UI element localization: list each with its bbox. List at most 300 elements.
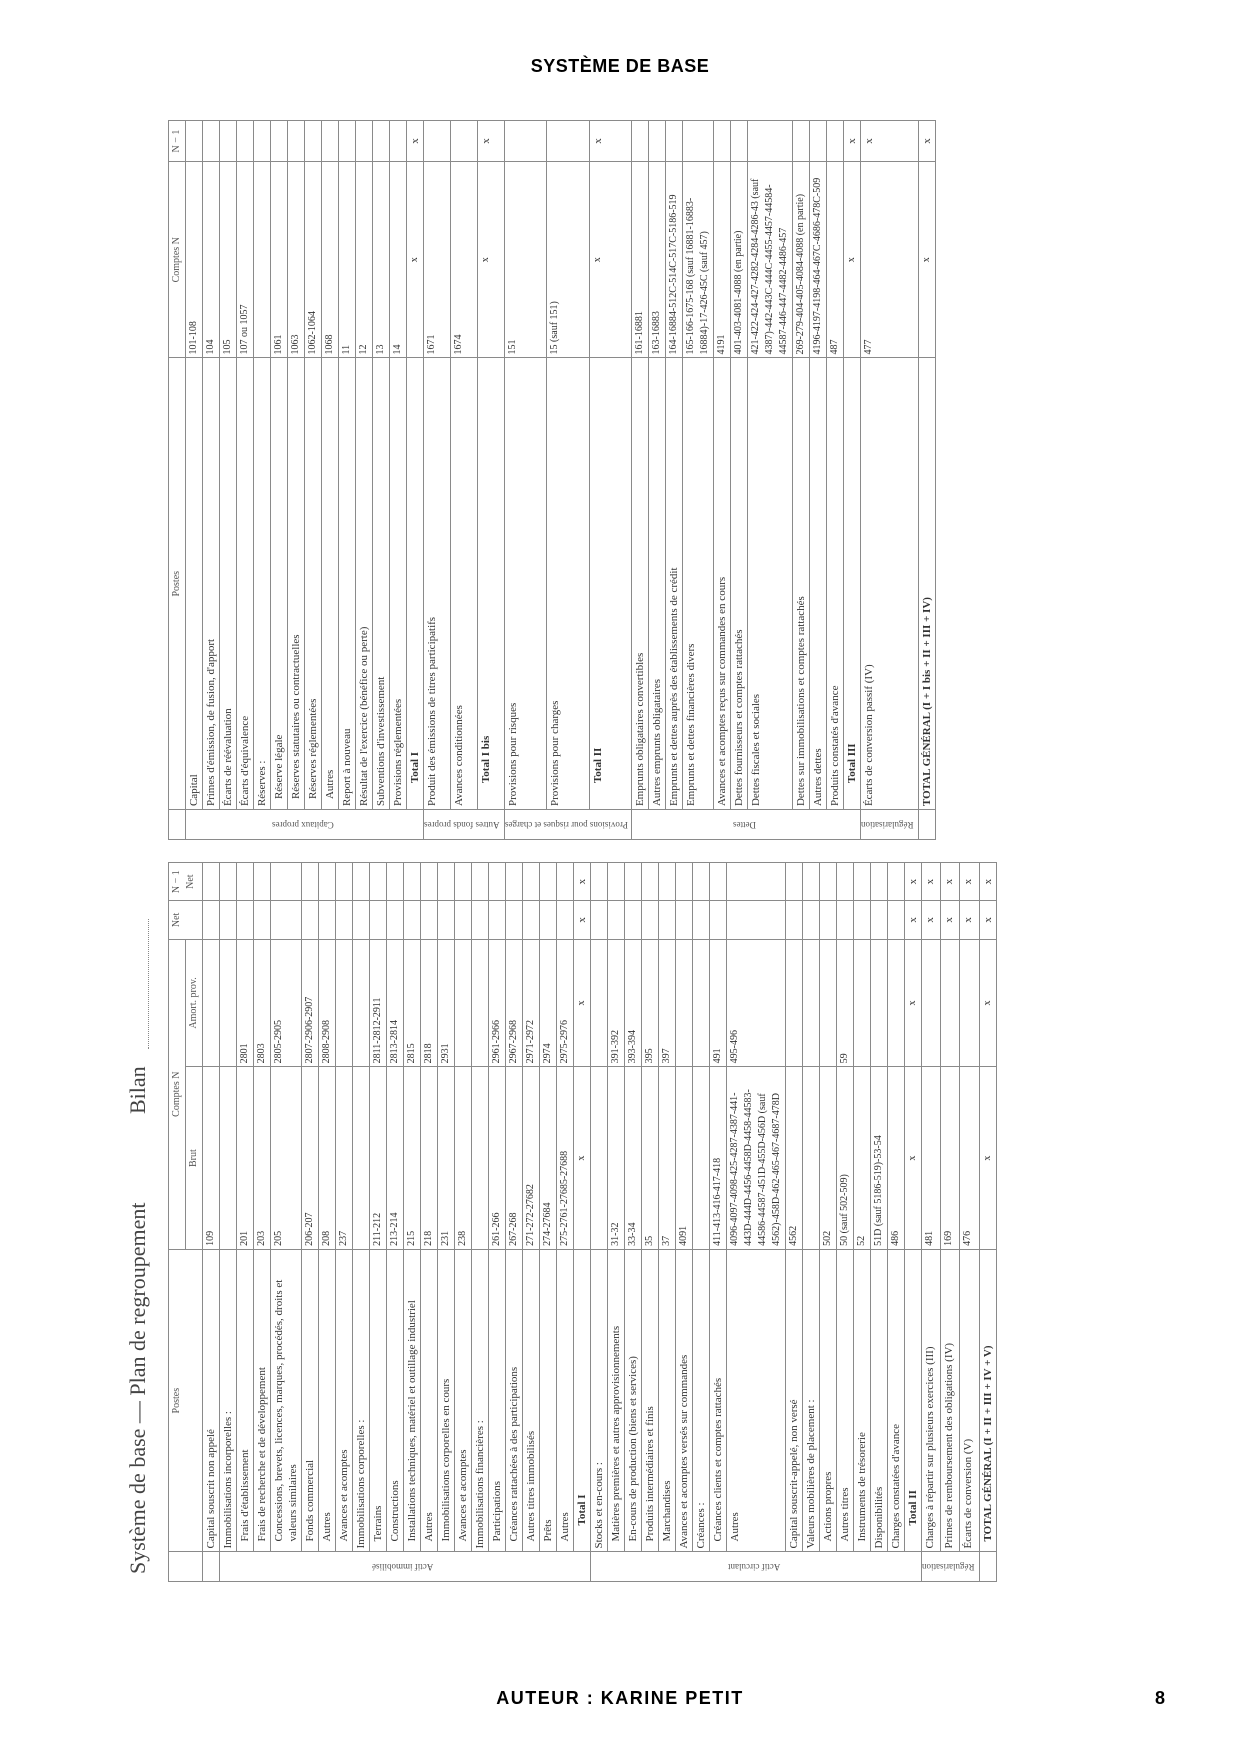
passif-poste-cell: Produit des émissions de titres participatifs	[424, 358, 451, 810]
passif-table	[168, 120, 936, 840]
actif-n1-cell: x	[905, 863, 922, 901]
actif-row	[642, 863, 659, 1582]
actif-brut-cell: 274-27684	[540, 1067, 557, 1249]
page-number: 8	[1155, 1688, 1166, 1708]
actif-amort-cell: 2801	[237, 939, 254, 1067]
actif-row	[540, 863, 557, 1582]
passif-comptes-cell: 487	[827, 162, 844, 358]
passif-n1-cell	[810, 121, 827, 162]
actif-net-cell	[271, 901, 302, 939]
passif-row	[271, 121, 288, 840]
actif-brut-cell: 51D (sauf 5186-519)-53-54	[871, 1067, 888, 1249]
actif-brut-cell: x	[574, 1067, 591, 1249]
passif-n1-cell	[827, 121, 844, 162]
passif-category-cell	[861, 810, 919, 840]
passif-row	[356, 121, 373, 840]
actif-net-cell	[203, 901, 220, 939]
passif-n1-cell	[356, 121, 373, 162]
actif-row	[557, 863, 574, 1582]
actif-brut-cell: 208	[319, 1067, 336, 1249]
actif-category-label: Régularisation	[922, 1561, 975, 1572]
actif-brut-cell: 218	[421, 1067, 438, 1249]
actif-net-cell	[472, 901, 489, 939]
passif-poste-cell: Provisions réglementées	[390, 358, 407, 810]
actif-row	[523, 863, 540, 1582]
actif-poste-cell: Capital souscrit non appelé	[203, 1249, 220, 1552]
actif-brut-cell	[472, 1067, 489, 1249]
page-header: SYSTÈME DE BASE	[530, 56, 710, 76]
passif-category-cell	[186, 810, 424, 840]
actif-poste-cell: Immobilisations financières :	[472, 1249, 489, 1552]
passif-comptes-cell: x	[844, 162, 861, 358]
actif-row	[506, 863, 523, 1582]
actif-poste-cell: Autres	[319, 1249, 336, 1552]
actif-row	[820, 863, 837, 1582]
actif-row	[271, 863, 302, 1582]
actif-poste-cell: Capital souscrit-appelé, non versé	[786, 1249, 803, 1552]
passif-poste-cell: Report à nouveau	[339, 358, 356, 810]
actif-poste-cell: Produits intermédiaires et finis	[642, 1249, 659, 1552]
actif-amort-cell: 2805-2905	[271, 939, 302, 1067]
actif-net-cell	[676, 901, 693, 939]
actif-n1-cell	[693, 863, 710, 901]
actif-brut-cell: 231	[438, 1067, 455, 1249]
actif-amort-cell: 59	[837, 939, 854, 1067]
passif-comptes-cell: 164-16884-512C-514C-517C-5186-519	[666, 162, 683, 358]
actif-amort-cell: 2815	[404, 939, 421, 1067]
actif-net-cell	[803, 901, 820, 939]
passif-n1-cell	[632, 121, 649, 162]
passif-comptes-header: Comptes N	[169, 162, 186, 358]
passif-category-label: Capitaux propres	[271, 819, 334, 830]
actif-poste-cell: Terrains	[370, 1249, 387, 1552]
actif-net-cell	[421, 901, 438, 939]
actif-amort-cell	[803, 939, 820, 1067]
actif-net-cell: x	[905, 901, 922, 939]
actif-amort-cell	[960, 939, 979, 1067]
actif-n1-cell: x	[941, 863, 960, 901]
actif-n1-cell	[353, 863, 370, 901]
actif-poste-cell: Frais d'établissement	[237, 1249, 254, 1552]
actif-net-cell	[455, 901, 472, 939]
actif-category-cell	[922, 1552, 980, 1582]
passif-header-row	[169, 121, 186, 840]
actif-n1-cell	[203, 863, 220, 901]
actif-amort-cell: 2818	[421, 939, 438, 1067]
passif-comptes-cell: 15 (sauf 151)	[547, 162, 590, 358]
actif-net-cell	[820, 901, 837, 939]
actif-brut-cell	[693, 1067, 710, 1249]
page-footer-author: AUTEUR : KARINE PETIT	[496, 1688, 744, 1708]
passif-n1-cell	[504, 121, 547, 162]
actif-n1-cell	[472, 863, 489, 901]
actif-n1-cell	[404, 863, 421, 901]
actif-poste-cell: Créances clients et comptes rattachés	[710, 1249, 727, 1552]
passif-comptes-cell: x	[477, 162, 504, 358]
actif-brut-cell	[220, 1067, 237, 1249]
actif-amort-cell: 2974	[540, 939, 557, 1067]
actif-net-cell	[523, 901, 540, 939]
actif-amort-cell: x	[905, 939, 922, 1067]
actif-amort-cell	[820, 939, 837, 1067]
passif-row	[748, 121, 793, 840]
actif-net-cell	[710, 901, 727, 939]
actif-row	[905, 863, 922, 1582]
actif-brut-cell: 33-34	[625, 1067, 642, 1249]
actif-row	[659, 863, 676, 1582]
passif-row	[504, 121, 547, 840]
actif-row	[693, 863, 710, 1582]
passif-row	[844, 121, 861, 840]
actif-brut-cell: 213-214	[387, 1067, 404, 1249]
actif-poste-cell: Créances :	[693, 1249, 710, 1552]
passif-poste-cell: Total I bis	[477, 358, 504, 810]
actif-amort-cell: 395	[642, 939, 659, 1067]
passif-row	[547, 121, 590, 840]
passif-poste-cell: Écarts d'équivalence	[237, 358, 254, 810]
actif-poste-cell: TOTAL GÉNÉRAL (I + II + III + IV + V)	[979, 1249, 996, 1552]
passif-row	[288, 121, 305, 840]
actif-n1-cell	[336, 863, 353, 901]
passif-comptes-cell: 107 ou 1057	[237, 162, 254, 358]
actif-row	[254, 863, 271, 1582]
actif-brut-cell: 271-272-27682	[523, 1067, 540, 1249]
passif-comptes-cell: 1671	[424, 162, 451, 358]
passif-comptes-cell: 104	[203, 162, 220, 358]
passif-comptes-cell: 421-422-424-427-4282-4284-4286-43 (sauf 4387)-442-443C-444C-4455-4457-44584-44587-446-447-4482-4486-457	[748, 162, 793, 358]
actif-row	[472, 863, 489, 1582]
passif-comptes-cell: 161-16881	[632, 162, 649, 358]
passif-n1-cell	[254, 121, 271, 162]
actif-row	[941, 863, 960, 1582]
passif-category-cell	[632, 810, 861, 840]
actif-row	[854, 863, 871, 1582]
actif-n1-cell	[854, 863, 871, 901]
actif-n1-cell	[540, 863, 557, 901]
actif-brut-cell: 261-266	[489, 1067, 506, 1249]
passif-row	[203, 121, 220, 840]
actif-amort-cell	[854, 939, 871, 1067]
actif-brut-cell: 267-268	[506, 1067, 523, 1249]
actif-amort-cell	[455, 939, 472, 1067]
actif-amort-cell: 393-394	[625, 939, 642, 1067]
passif-poste-cell: Écarts de conversion passif (IV)	[861, 358, 919, 810]
passif-comptes-cell: 1061	[271, 162, 288, 358]
actif-row	[574, 863, 591, 1582]
actif-n1-cell	[786, 863, 803, 901]
passif-n1-cell	[683, 121, 714, 162]
actif-body	[203, 863, 997, 1582]
actif-net-cell: x	[960, 901, 979, 939]
actif-net-cell	[727, 901, 786, 939]
actif-amort-cell	[888, 939, 905, 1067]
passif-n1-cell: x	[589, 121, 632, 162]
actif-amort-cell	[676, 939, 693, 1067]
actif-row	[302, 863, 319, 1582]
actif-poste-cell: Matières premières et autres approvisionnements	[608, 1249, 625, 1552]
actif-n1-cell	[820, 863, 837, 901]
actif-net-cell	[237, 901, 254, 939]
actif-amort-cell: 2967-2968	[506, 939, 523, 1067]
actif-net-cell	[404, 901, 421, 939]
actif-amort-cell: 2975-2976	[557, 939, 574, 1067]
passif-comptes-cell: 151	[504, 162, 547, 358]
actif-amort-cell	[472, 939, 489, 1067]
actif-net-cell	[625, 901, 642, 939]
actif-row	[237, 863, 254, 1582]
passif-n1-cell	[305, 121, 322, 162]
actif-row	[421, 863, 438, 1582]
actif-poste-cell: Autres	[727, 1249, 786, 1552]
passif-poste-cell: Réserves statutaires ou contractuelles	[288, 358, 305, 810]
actif-brut-cell: 206-207	[302, 1067, 319, 1249]
passif-category-cell	[504, 810, 632, 840]
passif-comptes-cell: 401-403-4081-4088 (en partie)	[731, 162, 748, 358]
passif-category-cell	[424, 810, 505, 840]
actif-brut-cell: 201	[237, 1067, 254, 1249]
actif-poste-cell: Immobilisations corporelles en cours	[438, 1249, 455, 1552]
passif-poste-cell: Réserve légale	[271, 358, 288, 810]
passif-comptes-cell	[254, 162, 271, 358]
passif-row	[407, 121, 424, 840]
passif-n1-cell	[322, 121, 339, 162]
title-dotted-line	[112, 919, 149, 1049]
actif-brut-cell: 35	[642, 1067, 659, 1249]
actif-n1-cell	[608, 863, 625, 901]
passif-row	[305, 121, 322, 840]
passif-body	[186, 121, 936, 840]
actif-poste-cell: Charges constatées d'avance	[888, 1249, 905, 1552]
actif-amort-cell	[693, 939, 710, 1067]
actif-poste-cell: Stocks et en-cours :	[591, 1249, 608, 1552]
passif-poste-cell: Écarts de réévaluation	[220, 358, 237, 810]
passif-category-label: Autres fonds propres	[424, 819, 500, 830]
actif-poste-cell: Installations techniques, matériel et outillage industriel	[404, 1249, 421, 1552]
actif-poste-cell: Prêts	[540, 1249, 557, 1552]
actif-n1-cell	[557, 863, 574, 901]
passif-n1-cell: x	[477, 121, 504, 162]
actif-poste-cell: Écarts de conversion (V)	[960, 1249, 979, 1552]
passif-n1-cell	[424, 121, 451, 162]
actif-net-cell	[888, 901, 905, 939]
passif-comptes-cell: 101-108	[186, 162, 203, 358]
actif-postes-header: Postes	[169, 1249, 203, 1552]
passif-comptes-cell: 477	[861, 162, 919, 358]
actif-net-cell	[854, 901, 871, 939]
actif-row	[455, 863, 472, 1582]
passif-poste-cell: Avances conditionnées	[450, 358, 477, 810]
actif-brut-cell: 205	[271, 1067, 302, 1249]
actif-net-cell	[302, 901, 319, 939]
actif-net-cell	[506, 901, 523, 939]
passif-poste-cell: Total III	[844, 358, 861, 810]
actif-net-cell	[871, 901, 888, 939]
passif-row	[793, 121, 810, 840]
actif-n1-cell: x	[960, 863, 979, 901]
actif-row	[489, 863, 506, 1582]
actif-brut-cell: 50 (sauf 502-509)	[837, 1067, 854, 1249]
actif-brut-cell: 238	[455, 1067, 472, 1249]
actif-category-cell	[203, 1552, 220, 1582]
actif-poste-cell: Valeurs mobilières de placement :	[803, 1249, 820, 1552]
actif-row	[979, 863, 996, 1582]
passif-comptes-cell: 269-279-404-405-4084-4088 (en partie)	[793, 162, 810, 358]
actif-row	[871, 863, 888, 1582]
actif-net-cell	[220, 901, 237, 939]
passif-comptes-cell: x	[918, 162, 935, 358]
actif-brut-cell: 476	[960, 1067, 979, 1249]
actif-poste-cell: Autres	[557, 1249, 574, 1552]
actif-n1-cell	[642, 863, 659, 901]
actif-amort-cell	[941, 939, 960, 1067]
actif-net-cell	[387, 901, 404, 939]
actif-row	[922, 863, 941, 1582]
actif-brut-cell: 109	[203, 1067, 220, 1249]
actif-brut-cell	[591, 1067, 608, 1249]
actif-amort-cell: x	[574, 939, 591, 1067]
actif-row	[786, 863, 803, 1582]
passif-category-header	[169, 810, 186, 840]
actif-brut-cell: 31-32	[608, 1067, 625, 1249]
actif-net-cell	[837, 901, 854, 939]
passif-comptes-cell: 1674	[450, 162, 477, 358]
passif-row	[810, 121, 827, 840]
actif-poste-cell: Autres titres	[837, 1249, 854, 1552]
actif-brut-cell: 481	[922, 1067, 941, 1249]
actif-brut-cell: 502	[820, 1067, 837, 1249]
actif-row	[960, 863, 979, 1582]
actif-n1-cell	[523, 863, 540, 901]
actif-n1-cell	[871, 863, 888, 901]
passif-n1-header: N − 1	[169, 121, 186, 162]
actif-net-cell	[659, 901, 676, 939]
actif-comptes-header: Comptes N	[169, 939, 186, 1249]
actif-poste-cell: Avances et acomptes	[455, 1249, 472, 1552]
actif-amort-cell	[203, 939, 220, 1067]
passif-row	[714, 121, 731, 840]
passif-comptes-cell: 165-166-1675-168 (sauf 16881-16883-16884)-17-426-45C (sauf 457)	[683, 162, 714, 358]
actif-poste-cell: Actions propres	[820, 1249, 837, 1552]
actif-poste-cell: Participations	[489, 1249, 506, 1552]
passif-poste-cell: Autres emprunts obligataires	[649, 358, 666, 810]
actif-n1-cell	[455, 863, 472, 901]
actif-net-cell	[353, 901, 370, 939]
actif-row	[676, 863, 693, 1582]
actif-net-cell: x	[941, 901, 960, 939]
actif-amort-cell	[353, 939, 370, 1067]
passif-row	[861, 121, 919, 840]
actif-amort-cell	[336, 939, 353, 1067]
passif-row	[450, 121, 477, 840]
passif-n1-cell	[390, 121, 407, 162]
actif-row	[220, 863, 237, 1582]
actif-n1-cell	[387, 863, 404, 901]
actif-row	[625, 863, 642, 1582]
actif-brut-cell: 215	[404, 1067, 421, 1249]
actif-poste-cell: Disponibilités	[871, 1249, 888, 1552]
passif-n1-cell	[547, 121, 590, 162]
actif-brut-cell: 4096-4097-4098-425-4287-4387-441-443D-444D-4456-4458D-4458-44583-44586-44587-451D-455D-456D (sauf 4562)-458D-462-465-467-4687-478D	[727, 1067, 786, 1249]
passif-row	[254, 121, 271, 840]
passif-n1-cell	[666, 121, 683, 162]
passif-poste-cell: Résultat de l'exercice (bénéfice ou perte)	[356, 358, 373, 810]
passif-comptes-cell: x	[589, 162, 632, 358]
passif-comptes-cell: x	[407, 162, 424, 358]
actif-poste-cell: Constructions	[387, 1249, 404, 1552]
actif-n1-cell	[254, 863, 271, 901]
actif-category-cell	[220, 1552, 591, 1582]
actif-net-cell: x	[574, 901, 591, 939]
passif-comptes-cell: 105	[220, 162, 237, 358]
actif-poste-cell: Total II	[905, 1249, 922, 1552]
actif-net-cell: x	[979, 901, 996, 939]
actif-n1-cell	[591, 863, 608, 901]
passif-n1-cell	[271, 121, 288, 162]
actif-n1-cell	[625, 863, 642, 901]
actif-row	[591, 863, 608, 1582]
passif-poste-cell: Total II	[589, 358, 632, 810]
actif-net-cell	[489, 901, 506, 939]
passif-n1-cell	[203, 121, 220, 162]
actif-poste-cell: Autres	[421, 1249, 438, 1552]
actif-n1-cell: x	[922, 863, 941, 901]
actif-amort-cell	[591, 939, 608, 1067]
passif-n1-cell	[649, 121, 666, 162]
actif-net-cell	[370, 901, 387, 939]
passif-category-label: Provisions pour risques et charges	[504, 819, 628, 830]
passif-poste-cell: Subventions d'investissement	[373, 358, 390, 810]
actif-amort-cell	[871, 939, 888, 1067]
actif-poste-cell: Fonds commercial	[302, 1249, 319, 1552]
actif-net-cell	[642, 901, 659, 939]
actif-brut-cell: x	[979, 1067, 996, 1249]
actif-n1-cell	[888, 863, 905, 901]
actif-brut-cell: 37	[659, 1067, 676, 1249]
passif-comptes-cell: 1062-1064	[305, 162, 322, 358]
actif-row	[387, 863, 404, 1582]
actif-category-header	[169, 1552, 203, 1582]
passif-poste-cell: Produits constatés d'avance	[827, 358, 844, 810]
passif-comptes-cell: 4196-4197-4198-464-467C-4686-478C-509	[810, 162, 827, 358]
actif-row	[404, 863, 421, 1582]
passif-row	[649, 121, 666, 840]
passif-poste-cell: Provisions pour risques	[504, 358, 547, 810]
actif-brut-cell	[353, 1067, 370, 1249]
passif-poste-cell: Dettes sur immobilisations et comptes rattachés	[793, 358, 810, 810]
actif-n1-cell: x	[574, 863, 591, 901]
passif-n1-cell	[714, 121, 731, 162]
actif-n1-cell	[319, 863, 336, 901]
scan-title-text: Système de base — Plan de regroupement	[125, 1202, 150, 1574]
actif-amort-cell	[220, 939, 237, 1067]
passif-poste-cell: Emprunts et dettes auprès des établissements de crédit	[666, 358, 683, 810]
actif-row	[803, 863, 820, 1582]
actif-brut-cell: 237	[336, 1067, 353, 1249]
actif-poste-cell: Primes de remboursement des obligations (IV)	[941, 1249, 960, 1552]
actif-brut-cell: 4091	[676, 1067, 693, 1249]
actif-row	[438, 863, 455, 1582]
passif-comptes-cell: 12	[356, 162, 373, 358]
scan-title	[112, 1066, 164, 1574]
passif-row	[683, 121, 714, 840]
passif-row	[424, 121, 451, 840]
actif-n1-cell	[803, 863, 820, 901]
passif-n1-cell	[186, 121, 203, 162]
passif-comptes-cell: 14	[390, 162, 407, 358]
actif-row	[888, 863, 905, 1582]
passif-comptes-cell: 11	[339, 162, 356, 358]
passif-n1-cell: x	[407, 121, 424, 162]
